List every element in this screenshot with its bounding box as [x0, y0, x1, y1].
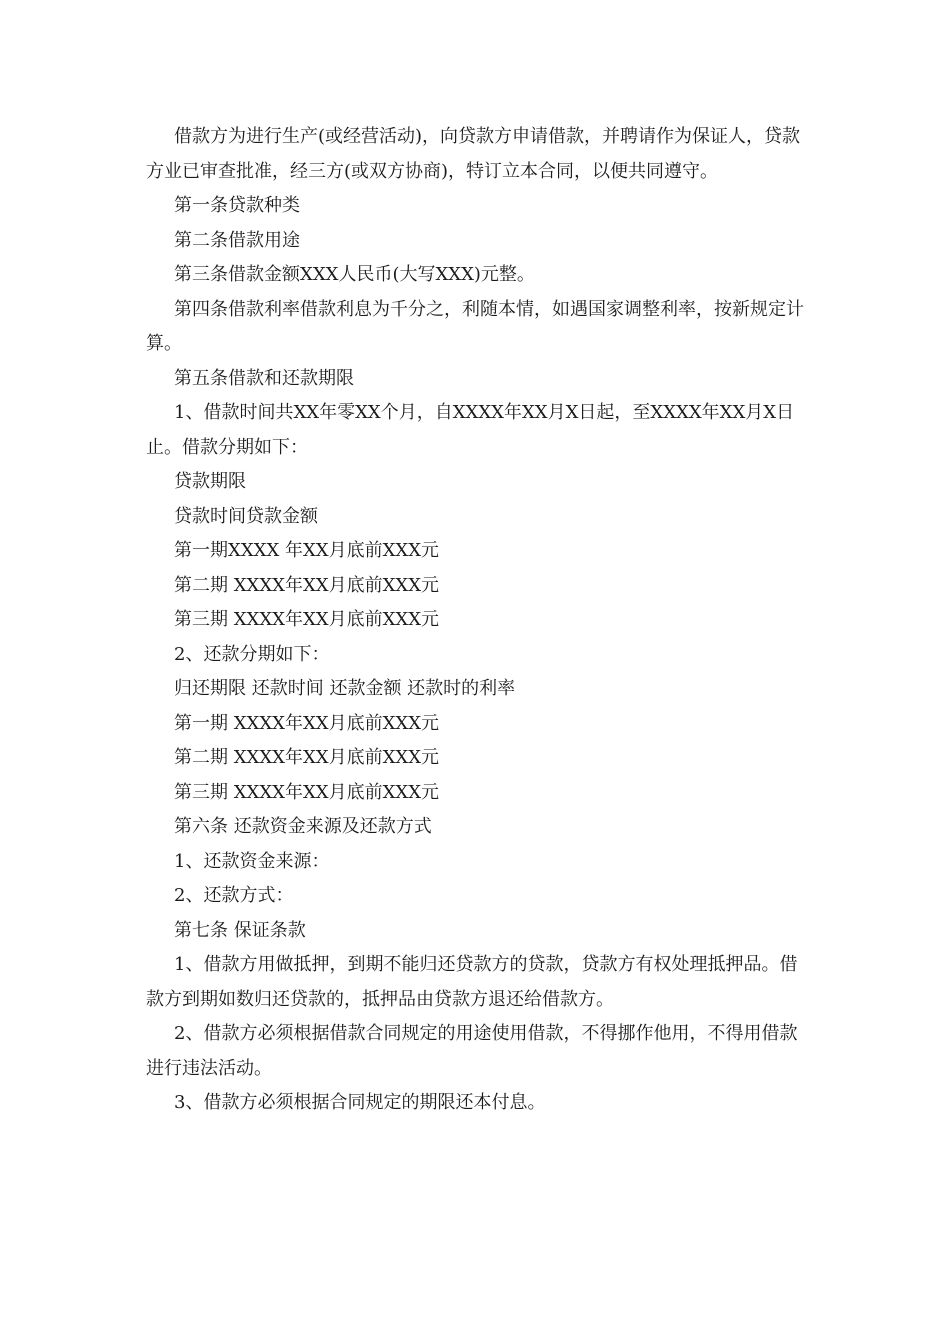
paragraph-article-2: 第二条借款用途	[174, 229, 300, 251]
paragraph-loan-term: 1、借款时间共XX年零XX个月，自XXXX年XX月X日起，至XXXX年XX月X日止。借款分期如下：	[146, 402, 795, 458]
paragraph-repayment-installment-3: 第三期 XXXX年XX月底前XXX元	[174, 781, 440, 803]
paragraph-article-4: 第四条借款利率借款利息为千分之，利随本情，如遇国家调整利率，按新规定计算。	[146, 298, 804, 354]
paragraph-repayment-heading: 2、还款分期如下：	[174, 643, 330, 665]
paragraph-loan-period-heading: 贷款期限	[174, 471, 246, 492]
paragraph-article-6: 第六条 还款资金来源及还款方式	[174, 816, 432, 837]
paragraph-guarantee-3: 3、借款方必须根据合同规定的期限还本付息。	[174, 1092, 546, 1113]
document-body	[146, 120, 810, 1121]
paragraph-repayment-columns: 归还期限 还款时间 还款金额 还款时的利率	[174, 678, 516, 699]
paragraph-loan-installment-1: 第一期XXXX 年XX月底前XXX元	[174, 540, 440, 561]
paragraph-repayment-method: 2、还款方式：	[174, 885, 294, 906]
paragraph-guarantee-1: 1、借款方用做抵押，到期不能归还贷款方的贷款，贷款方有权处理抵押品。借款方到期如数归还贷款的，抵押品由贷款方退还给借款方。	[146, 954, 798, 1010]
paragraph-article-1: 第一条贷款种类	[174, 195, 300, 216]
paragraph-guarantee-2: 2、借款方必须根据借款合同规定的用途使用借款，不得挪作他用，不得用借款进行违法活动。	[146, 1023, 798, 1079]
paragraph-article-7: 第七条 保证条款	[174, 919, 306, 941]
paragraph-loan-installment-2: 第二期 XXXX年XX月底前XXX元	[174, 574, 440, 596]
paragraph-fund-source: 1、还款资金来源：	[174, 850, 330, 872]
paragraph-article-5: 第五条借款和还款期限	[174, 367, 354, 389]
paragraph-preamble: 借款方为进行生产(或经营活动)，向贷款方申请借款，并聘请作为保证人，贷款方业已审查批准，经三方(或双方协商)，特订立本合同，以便共同遵守。	[146, 126, 801, 182]
paragraph-article-3: 第三条借款金额XXX人民币(大写XXX)元整。	[174, 264, 535, 285]
paragraph-loan-columns: 贷款时间贷款金额	[174, 505, 318, 527]
paragraph-loan-installment-3: 第三期 XXXX年XX月底前XXX元	[174, 609, 440, 630]
paragraph-repayment-installment-2: 第二期 XXXX年XX月底前XXX元	[174, 747, 440, 768]
paragraph-repayment-installment-1: 第一期 XXXX年XX月底前XXX元	[174, 712, 440, 734]
